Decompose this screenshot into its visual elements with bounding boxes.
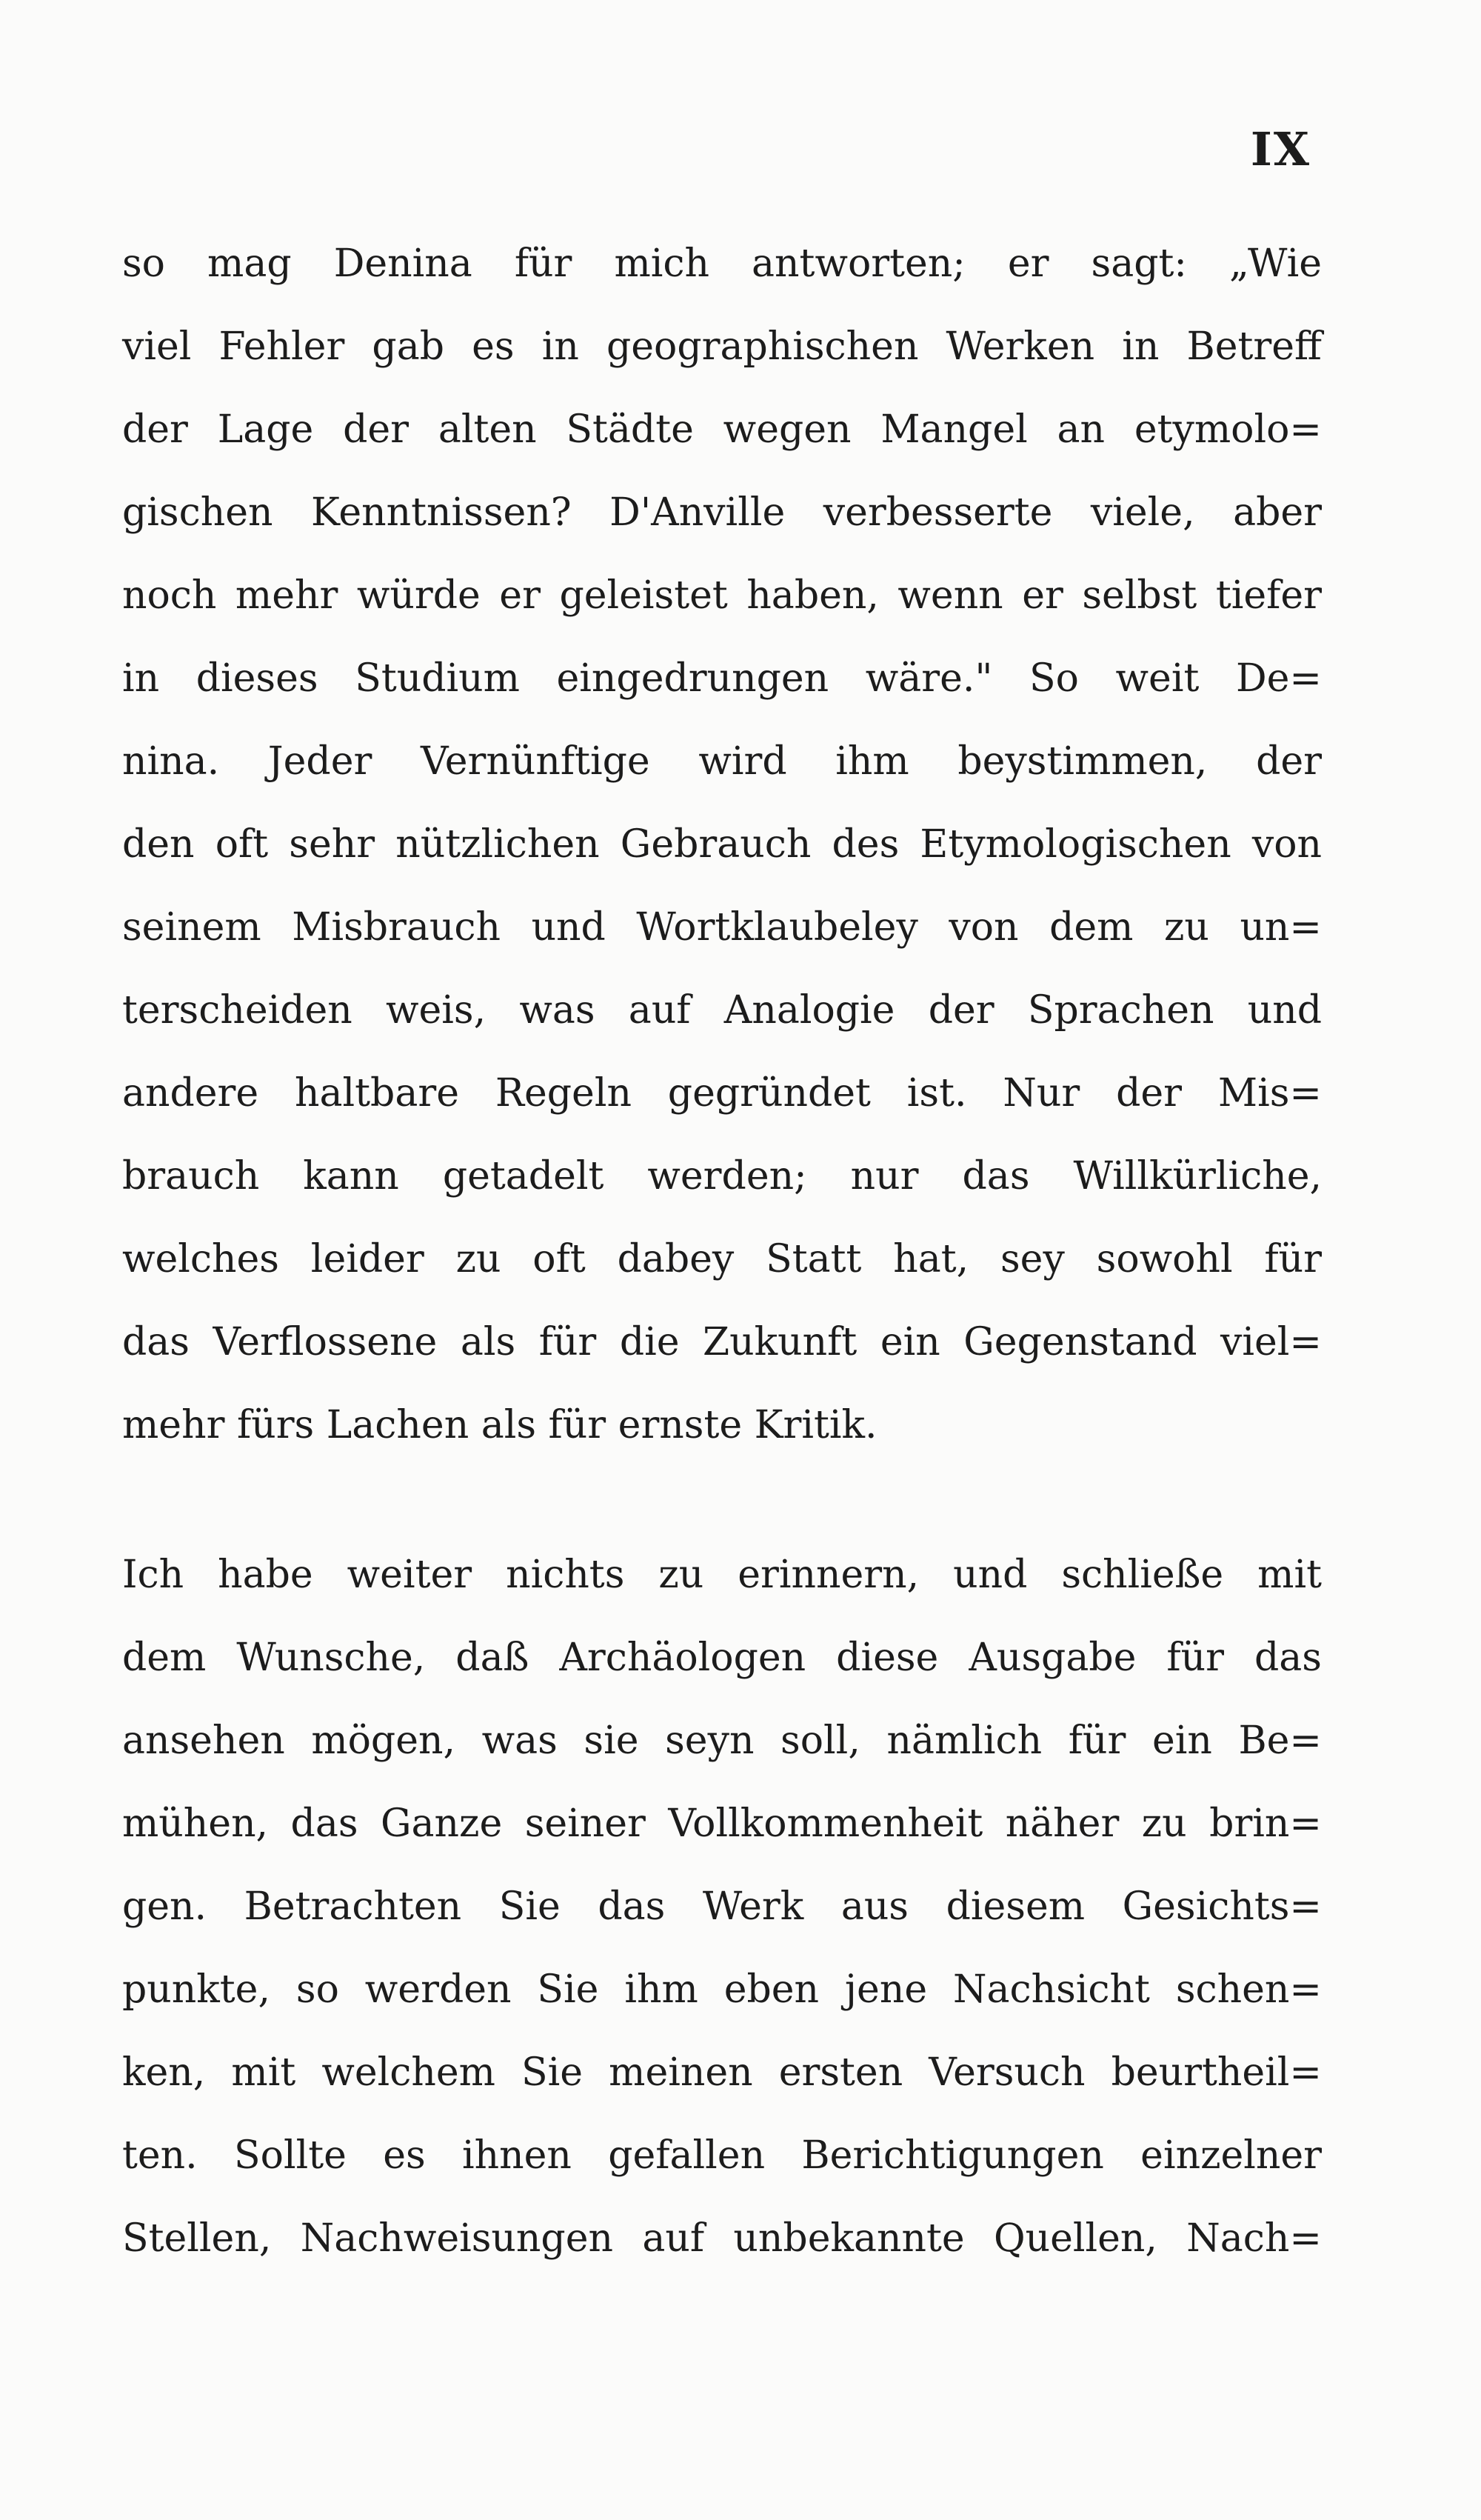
text-line: terscheiden weis, was auf Analogie der Sprachen und: [122, 988, 1322, 1033]
text-line: das Verflossene als für die Zukunft ein Gegenstand viel=: [122, 1320, 1322, 1364]
text-line: mehr fürs Lachen als für ernste Kritik.: [122, 1403, 877, 1447]
text-line: noch mehr würde er geleistet haben, wenn er selbst tiefer: [122, 573, 1322, 618]
text-line: Ich habe weiter nichts zu erinnern, und schließe mit: [122, 1553, 1322, 1597]
text-line: ten. Sollte es ihnen gefallen Berichtigungen einzelner: [122, 2133, 1322, 2178]
text-line: mühen, das Ganze seiner Vollkommenheit näher zu brin=: [122, 1801, 1322, 1846]
text-line: gischen Kenntnissen? D'Anville verbesserte viele, aber: [122, 490, 1322, 535]
text-line: andere haltbare Regeln gegründet ist. Nur der Mis=: [122, 1071, 1322, 1116]
text-line: nina. Jeder Vernünftige wird ihm beystimmen, der: [122, 739, 1322, 784]
text-line: der Lage der alten Städte wegen Mangel an etymolo=: [122, 407, 1322, 452]
text-line: Stellen, Nachweisungen auf unbekannte Quellen, Nach=: [122, 2216, 1322, 2261]
text-line: in dieses Studium eingedrungen wäre." So weit De=: [122, 656, 1322, 701]
text-line: ken, mit welchem Sie meinen ersten Versuch beurtheil=: [122, 2050, 1322, 2095]
page-number: IX: [1250, 122, 1311, 176]
text-line: seinem Misbrauch und Wortklaubeley von dem zu un=: [122, 905, 1322, 950]
paragraph-2: [122, 1533, 1322, 2280]
text-line: ansehen mögen, was sie seyn soll, nämlich für ein Be=: [122, 1719, 1322, 1763]
text-line: den oft sehr nützlichen Gebrauch des Etymologischen von: [122, 822, 1322, 867]
text-line: punkte, so werden Sie ihm eben jene Nachsicht schen=: [122, 1967, 1322, 2012]
text-line: viel Fehler gab es in geographischen Werken in Betreff: [122, 324, 1322, 369]
text-line: dem Wunsche, daß Archäologen diese Ausgabe für das: [122, 1636, 1322, 1680]
text-line: gen. Betrachten Sie das Werk aus diesem Gesichts=: [122, 1884, 1322, 1929]
paragraph-1: [122, 222, 1322, 1467]
text-line: brauch kann getadelt werden; nur das Willkürliche,: [122, 1154, 1322, 1199]
text-line: welches leider zu oft dabey Statt hat, sey sowohl für: [122, 1237, 1322, 1281]
text-line: so mag Denina für mich antworten; er sagt: „Wie: [122, 241, 1322, 286]
